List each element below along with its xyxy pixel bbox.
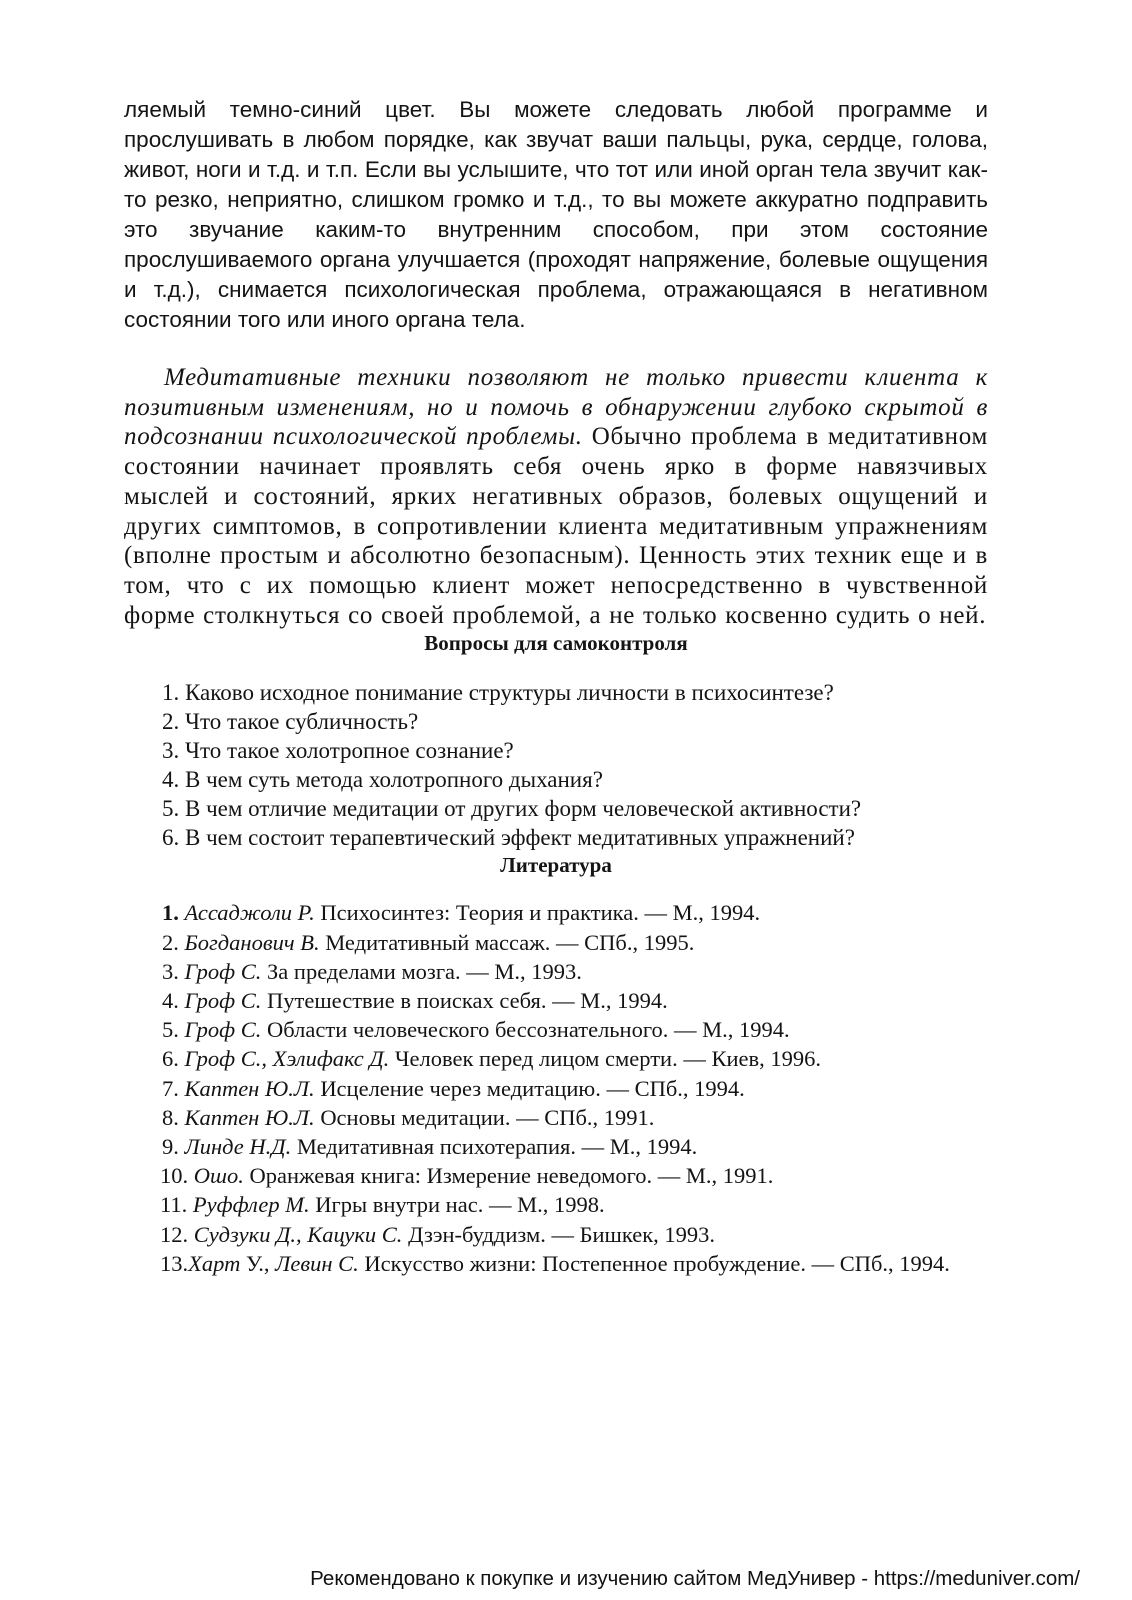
reference-item: 3. Гроф С. За пределами мозга. — М., 1993. [162, 958, 582, 984]
body-paragraph-2 [124, 363, 988, 630]
list-item: 3. Что такое холотропное сознание? [162, 738, 514, 764]
reference-item: 1. Ассаджоли Р. Психосинтез: Теория и практика. — М., 1994. [162, 900, 761, 926]
page-content [124, 95, 988, 1278]
literature-heading: Литература [500, 853, 612, 878]
list-item: 2. Что такое субличность? [162, 709, 419, 735]
references-list [124, 898, 988, 1278]
paragraph-2-rest: Обычно проблема в медитативном состоянии начинает проявлять себя очень ярко в форме навязчивых мыслей и состояний, ярких негативных образов, болевых ощущений и других симптомов, в сопротивлении клиента медитативным упражнениям (вполне простым и абсолютно безопасным). Ценность этих техник еще и в том, что с их помощью клиент может непосредственно в чувственной форме столкнуться со своей проблемой, а не только косвенно судить о ней. [124, 423, 988, 629]
emphasis-text: Медитативные техники позволяют не только привести клиента к позитивным изменениям, но и помочь в обнаружении глубоко скрытой в подсознании психологической проблемы. [124, 364, 988, 451]
reference-item: 6. Гроф С., Хэлифакс Д. Человек перед лицом смерти. — Киев, 1996. [162, 1046, 821, 1072]
reference-item: 10. Ошо. Оранжевая книга: Измерение неведомого. — М., 1991. [160, 1163, 774, 1189]
reference-item: 5. Гроф С. Области человеческого бессознательного. — М., 1994. [162, 1017, 790, 1043]
reference-item: 4. Гроф С. Путешествие в поисках себя. — М., 1994. [162, 987, 668, 1013]
list-item: 6. В чем состоит терапевтический эффект медитативных упражнений? [162, 825, 855, 851]
reference-item: 8. Каптен Ю.Л. Основы медитации. — СПб., 1991. [162, 1104, 655, 1130]
reference-item: 2. Богданович В. Медитативный массаж. — СПб., 1995. [162, 929, 695, 955]
list-item: 4. В чем суть метода холотропного дыхания? [162, 767, 603, 793]
body-paragraph-1: ляемый темно-синий цвет. Вы можете следовать любой программе и прослушивать в любом порядке, как звучат ваши пальцы, рука, сердце, голова, живот, ноги и т.д. и т.п. Если вы услышите, что тот или иной орган тела звучит как-то резко, неприятно, слишком громко и т.д., то вы можете аккуратно подправить это звучание каким-то внутренним способом, при этом состояние прослушиваемого органа улучшается (проходят напряжение, болевые ощущения и т.д.), снимается психологическая проблема, отражающаяся в негативном состоянии того или иного органа тела. [124, 97, 988, 332]
list-item: 5. В чем отличие медитации от других форм человеческой активности? [162, 796, 862, 822]
list-item: 1. Каково исходное понимание структуры личности в психосинтезе? [162, 680, 834, 706]
questions-heading: Вопросы для самоконтроля [424, 631, 688, 656]
reference-item: 12. Судзуки Д., Кацуки С. Дзэн-буддизм. — Бишкек, 1993. [160, 1221, 716, 1247]
footer-note: Рекомендовано к покупке и изучению сайтом МедУнивер - https://meduniver.com/ [310, 1567, 1080, 1590]
reference-item: 9. Линде Н.Д. Медитативная психотерапия. — М., 1994. [162, 1133, 698, 1159]
reference-item: 11. Руффлер М. Игры внутри нас. — М., 1998. [160, 1192, 605, 1218]
reference-item: 13.Харт У., Левин С. Искусство жизни: Постепенное пробуждение. — СПб., 1994. [160, 1250, 950, 1276]
reference-item: 7. Каптен Ю.Л. Исцеление через медитацию. — СПб., 1994. [162, 1075, 745, 1101]
questions-list [124, 678, 988, 852]
